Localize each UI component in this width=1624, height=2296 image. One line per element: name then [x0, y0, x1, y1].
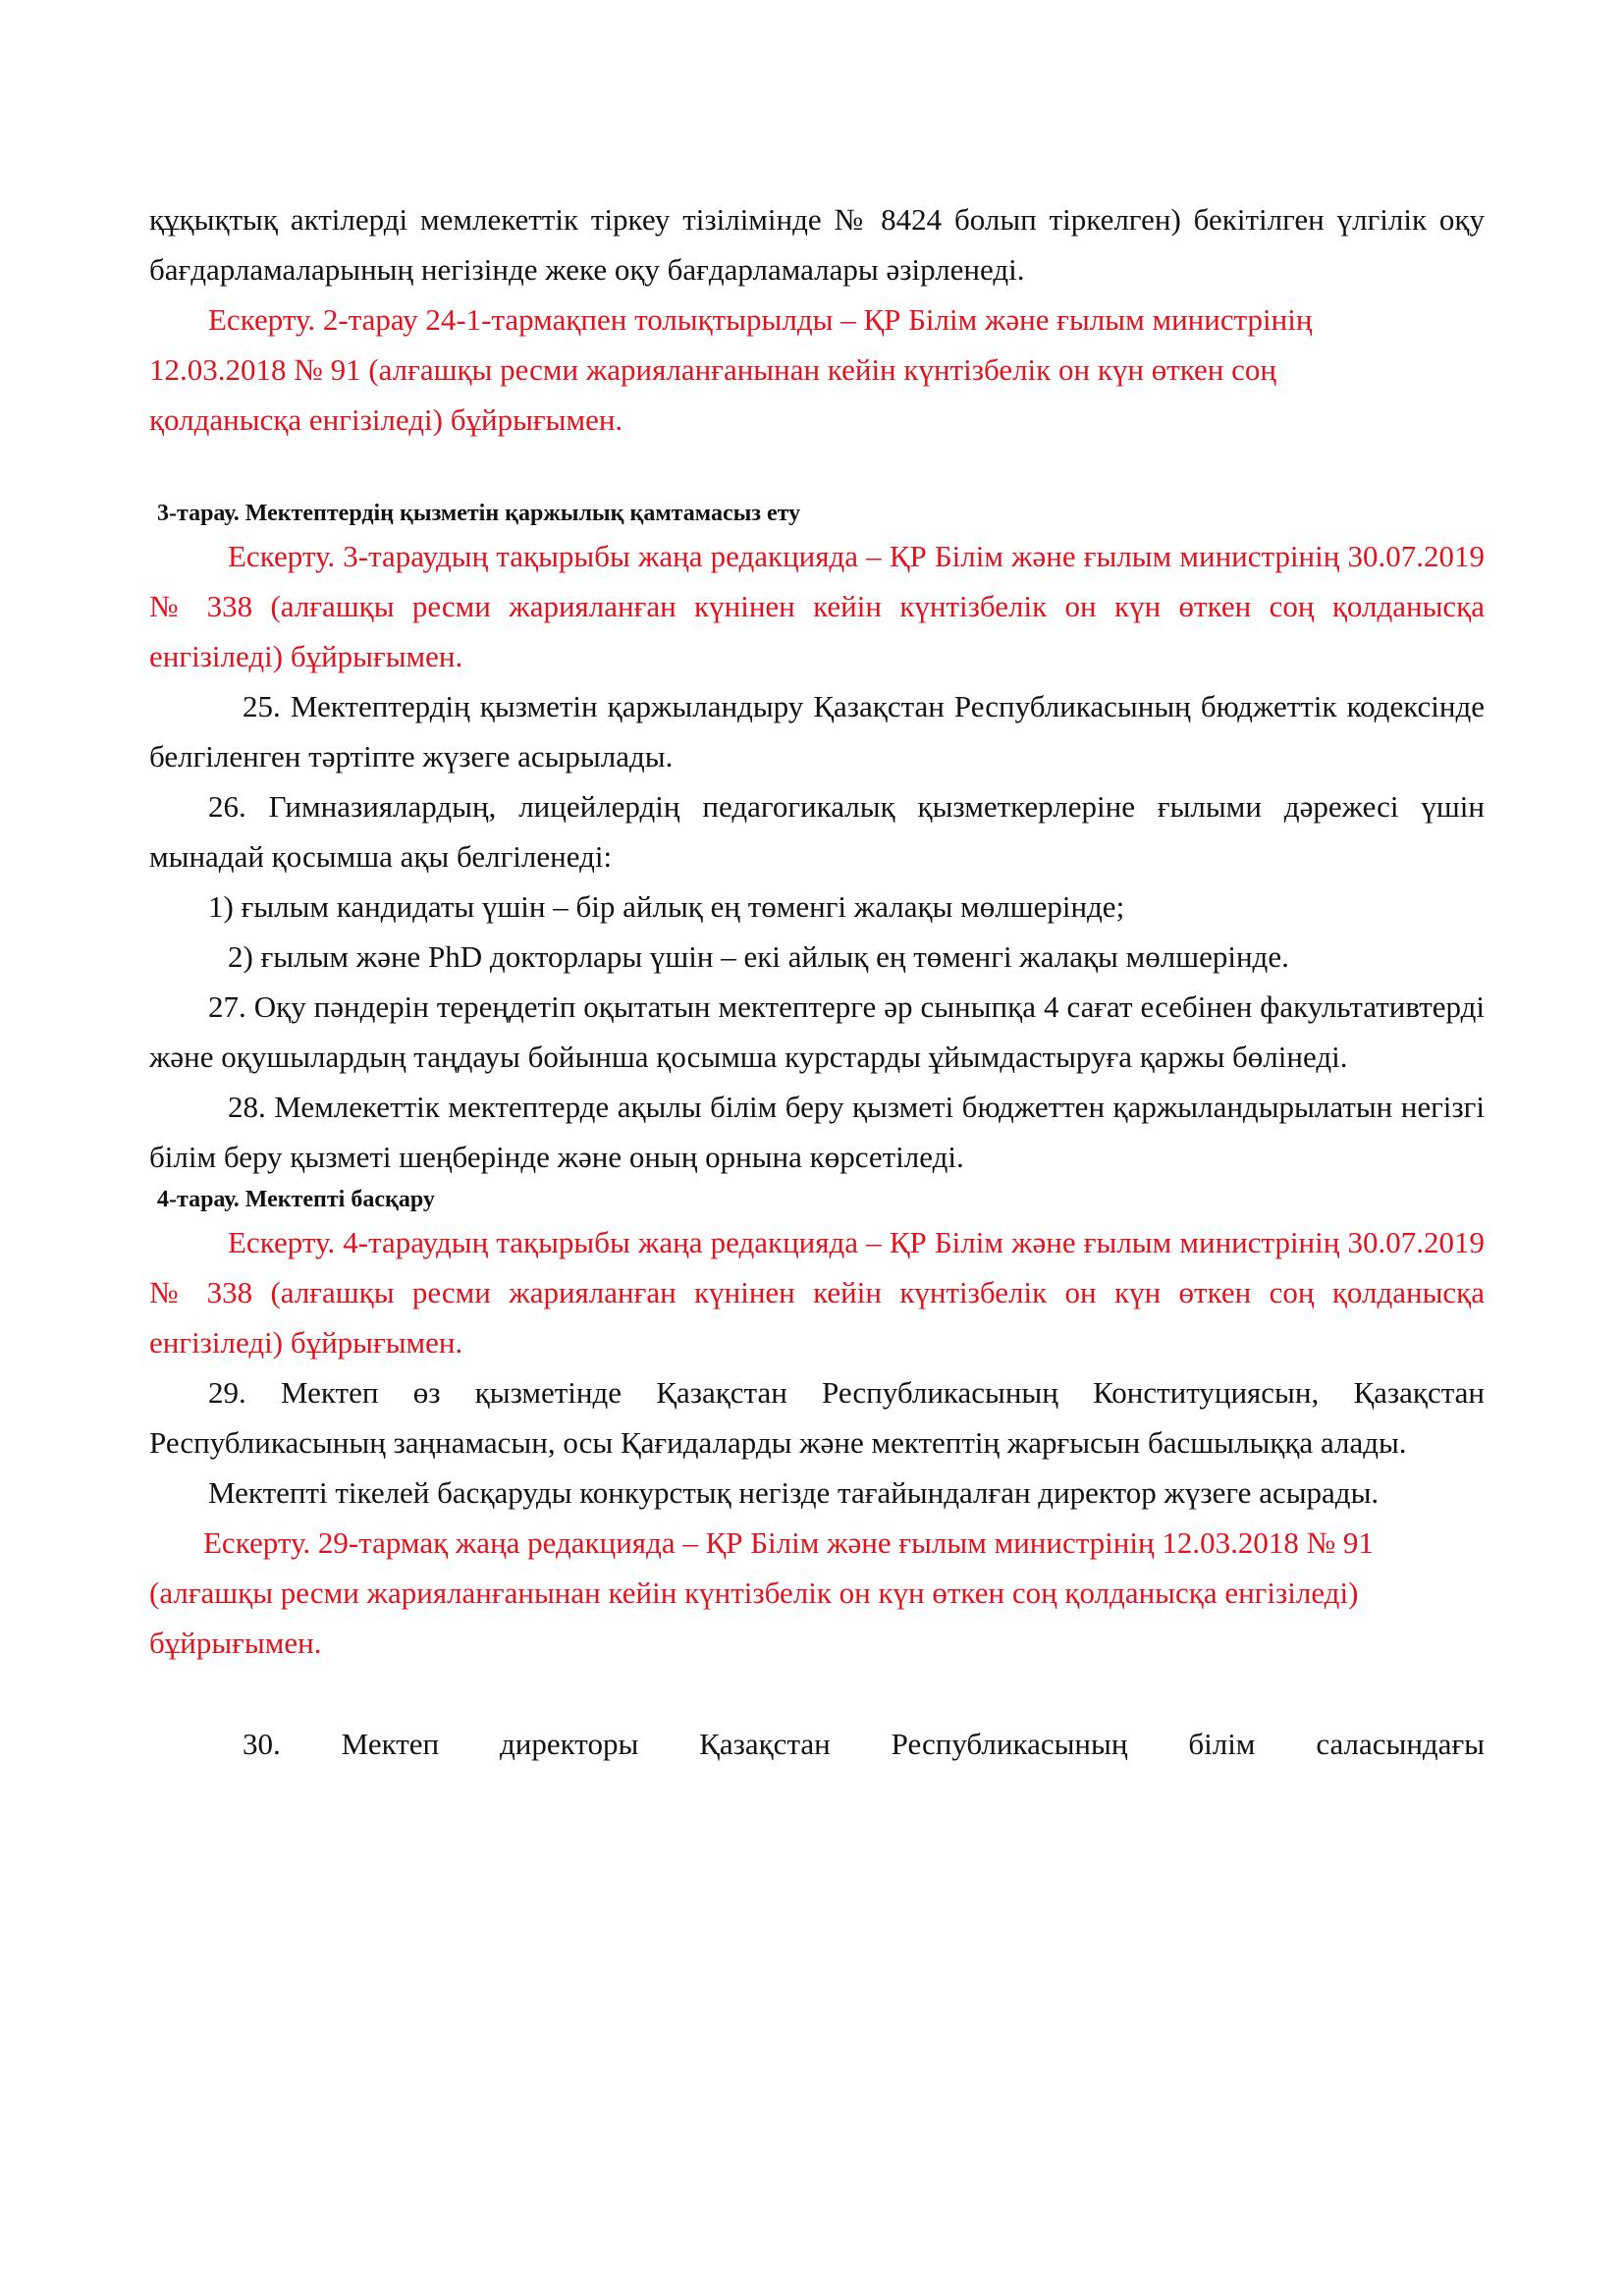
document-page [149, 194, 1485, 1769]
spacer [149, 1668, 1485, 1719]
paragraph-26: 26. Гимназиялардың, лицейлердің педагогикалық қызметкерлеріне ғылыми дәрежесі үшін мынадай қосымша ақы белгіленеді: [149, 789, 1485, 874]
paragraph-29: 29. Мектеп өз қызметінде Қазақстан Республикасының Конституциясын, Қазақстан Республикасының заңнамасын, осы Қағидаларды және мектептің жарғысын басшылыққа алады. [149, 1375, 1485, 1460]
amendment-note-24-1: Ескерту. 2-тарау 24-1-тармақпен толықтырылды – ҚР Білім және ғылым министрінің 12.03.2018 № 91 (алғашқы ресми жарияланғанынан кейін күнтізбелік он күн өткен соң қолданысқа енгізіледі) бұйрығымен. [149, 302, 1313, 437]
paragraph-25: 25. Мектептердің қызметін қаржыландыру Қазақстан Республикасының бюджеттік кодексінде белгіленген тәртіпте жүзеге асырылады. [149, 689, 1485, 774]
paragraph-30: 30. Мектеп директоры Қазақстан Республикасының білім саласындағы [243, 1727, 1485, 1761]
chapter-3-heading: 3-тарау. Мектептердің қызметін қаржылық қамтамасыз ету [157, 501, 801, 526]
spacer [149, 445, 1485, 496]
amendment-note-29: Ескерту. 29-тармақ жаңа редакцияда – ҚР Білім және ғылым министрінің 12.03.2018 № 91 (алғашқы ресми жарияланғанынан кейін күнтізбелік он күн өткен соң қолданысқа енгізіледі) бұйрығымен. [149, 1525, 1374, 1660]
paragraph-28: 28. Мемлекеттік мектептерде ақылы білім беру қызметі бюджеттен қаржыландырылатын негізгі білім беру қызметі шеңберінде және оның орнына көрсетіледі. [149, 1090, 1485, 1174]
paragraph-26-item-2: 2) ғылым және PhD докторлары үшін – екі айлық ең төменгі жалақы мөлшерінде. [228, 939, 1289, 974]
amendment-note-chapter-4: Ескерту. 4-тараудың тақырыбы жаңа редакцияда – ҚР Білім және ғылым министрінің 30.07.2019 № 338 (алғашқы ресми жарияланған күнінен кейін күнтізбелік он күн өткен соң қолданысқа енгізіледі) бұйрығымен. [149, 1225, 1485, 1360]
amendment-note-chapter-3: Ескерту. 3-тараудың тақырыбы жаңа редакцияда – ҚР Білім және ғылым министрінің 30.07.2019 № 338 (алғашқы ресми жарияланған күнінен кейін күнтізбелік он күн өткен соң қолданысқа енгізіледі) бұйрығымен. [149, 539, 1485, 673]
paragraph-continuation: құқықтық актілерді мемлекеттік тіркеу тізілімінде № 8424 болып тіркелген) бекітілген үлгілік оқу бағдарламаларының негізінде жеке оқу бағдарламалары әзірленеді. [149, 202, 1485, 287]
paragraph-26-item-1: 1) ғылым кандидаты үшін – бір айлық ең төменгі жалақы мөлшерінде; [208, 889, 1125, 924]
chapter-4-heading: 4-тарау. Мектепті басқару [157, 1187, 435, 1212]
paragraph-27: 27. Оқу пәндерін тереңдетіп оқытатын мектептерге әр сыныпқа 4 сағат есебінен факультативтерді және оқушылардың таңдауы бойынша қосымша курстарды ұйымдастыруға қаржы бөлінеді. [149, 989, 1485, 1074]
paragraph-29-second: Мектепті тікелей басқаруды конкурстық негізде тағайындалған директор жүзеге асырады. [208, 1475, 1380, 1510]
